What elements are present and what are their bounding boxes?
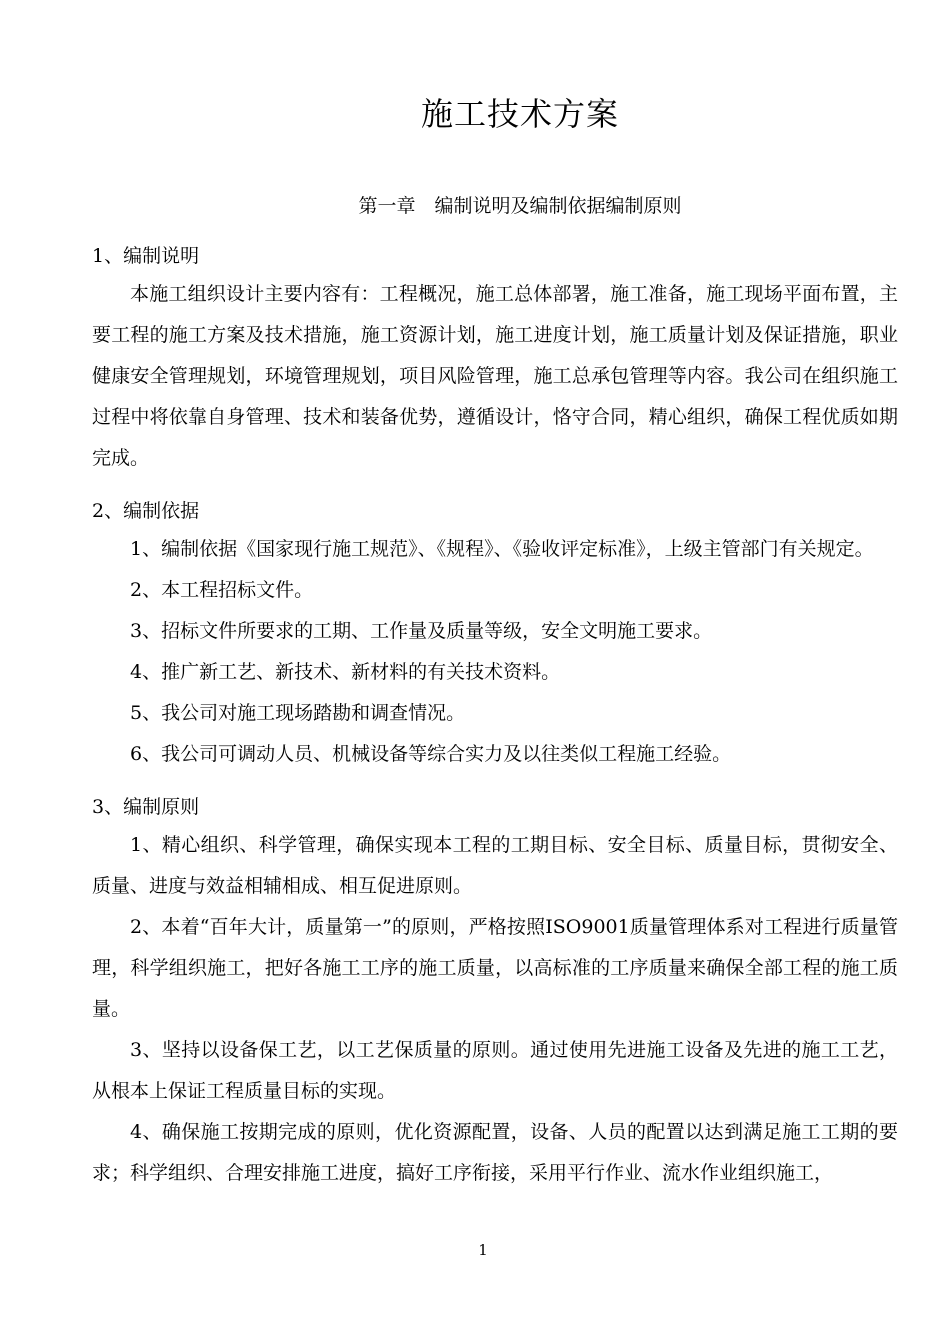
section-heading: 3、编制原则 bbox=[92, 796, 200, 818]
section-heading: 1、编制说明 bbox=[92, 245, 200, 267]
list-item: 5、我公司对施工现场踏勘和调查情况。 bbox=[130, 702, 466, 724]
chapter-title: 第一章 编制说明及编制依据编制原则 bbox=[358, 195, 682, 217]
list-item: 2、本工程招标文件。 bbox=[130, 579, 314, 601]
section-compilation-notes bbox=[92, 238, 898, 479]
body-paragraph: 4、确保施工按期完成的原则，优化资源配置，设备、人员的配置以达到满足施工工期的要求；科学组织、合理安排施工进度，搞好工序衔接，采用平行作业、流水作业组织施工， bbox=[92, 1121, 898, 1184]
list-item: 3、招标文件所要求的工期、工作量及质量等级，安全文明施工要求。 bbox=[130, 620, 713, 642]
body-paragraph: 1、精心组织、科学管理，确保实现本工程的工期目标、安全目标、质量目标，贯彻安全、质量、进度与效益相辅相成、相互促进原则。 bbox=[92, 834, 898, 897]
list-item: 1、编制依据《国家现行施工规范》、《规程》、《验收评定标准》，上级主管部门有关规定。 bbox=[130, 538, 874, 560]
document-title: 施工技术方案 bbox=[420, 95, 619, 133]
section-heading: 2、编制依据 bbox=[92, 500, 200, 522]
list-item: 4、推广新工艺、新技术、新材料的有关技术资料。 bbox=[130, 661, 561, 683]
section-compilation-basis bbox=[92, 493, 898, 775]
document-body bbox=[92, 238, 898, 1194]
page-number: 1 bbox=[478, 1241, 488, 1259]
body-paragraph: 本施工组织设计主要内容有：工程概况，施工总体部署，施工准备，施工现场平面布置，主要工程的施工方案及技术措施，施工资源计划，施工进度计划，施工质量计划及保证措施，职业健康安全管理规划，环境管理规划，项目风险管理，施工总承包管理等内容。我公司在组织施工过程中将依靠自身管理、技术和装备优势，遵循设计，恪守合同，精心组织，确保工程优质如期完成。 bbox=[92, 283, 898, 469]
body-paragraph: 2、本着“百年大计，质量第一”的原则，严格按照ISO9001质量管理体系对工程进行质量管理，科学组织施工，把好各施工工序的施工质量，以高标准的工序质量来确保全部工程的施工质量。 bbox=[92, 916, 898, 1020]
list-item: 6、我公司可调动人员、机械设备等综合实力及以往类似工程施工经验。 bbox=[130, 743, 732, 765]
section-compilation-principles bbox=[92, 789, 898, 1194]
body-paragraph: 3、坚持以设备保工艺，以工艺保质量的原则。通过使用先进施工设备及先进的施工工艺，从根本上保证工程质量目标的实现。 bbox=[92, 1039, 898, 1102]
